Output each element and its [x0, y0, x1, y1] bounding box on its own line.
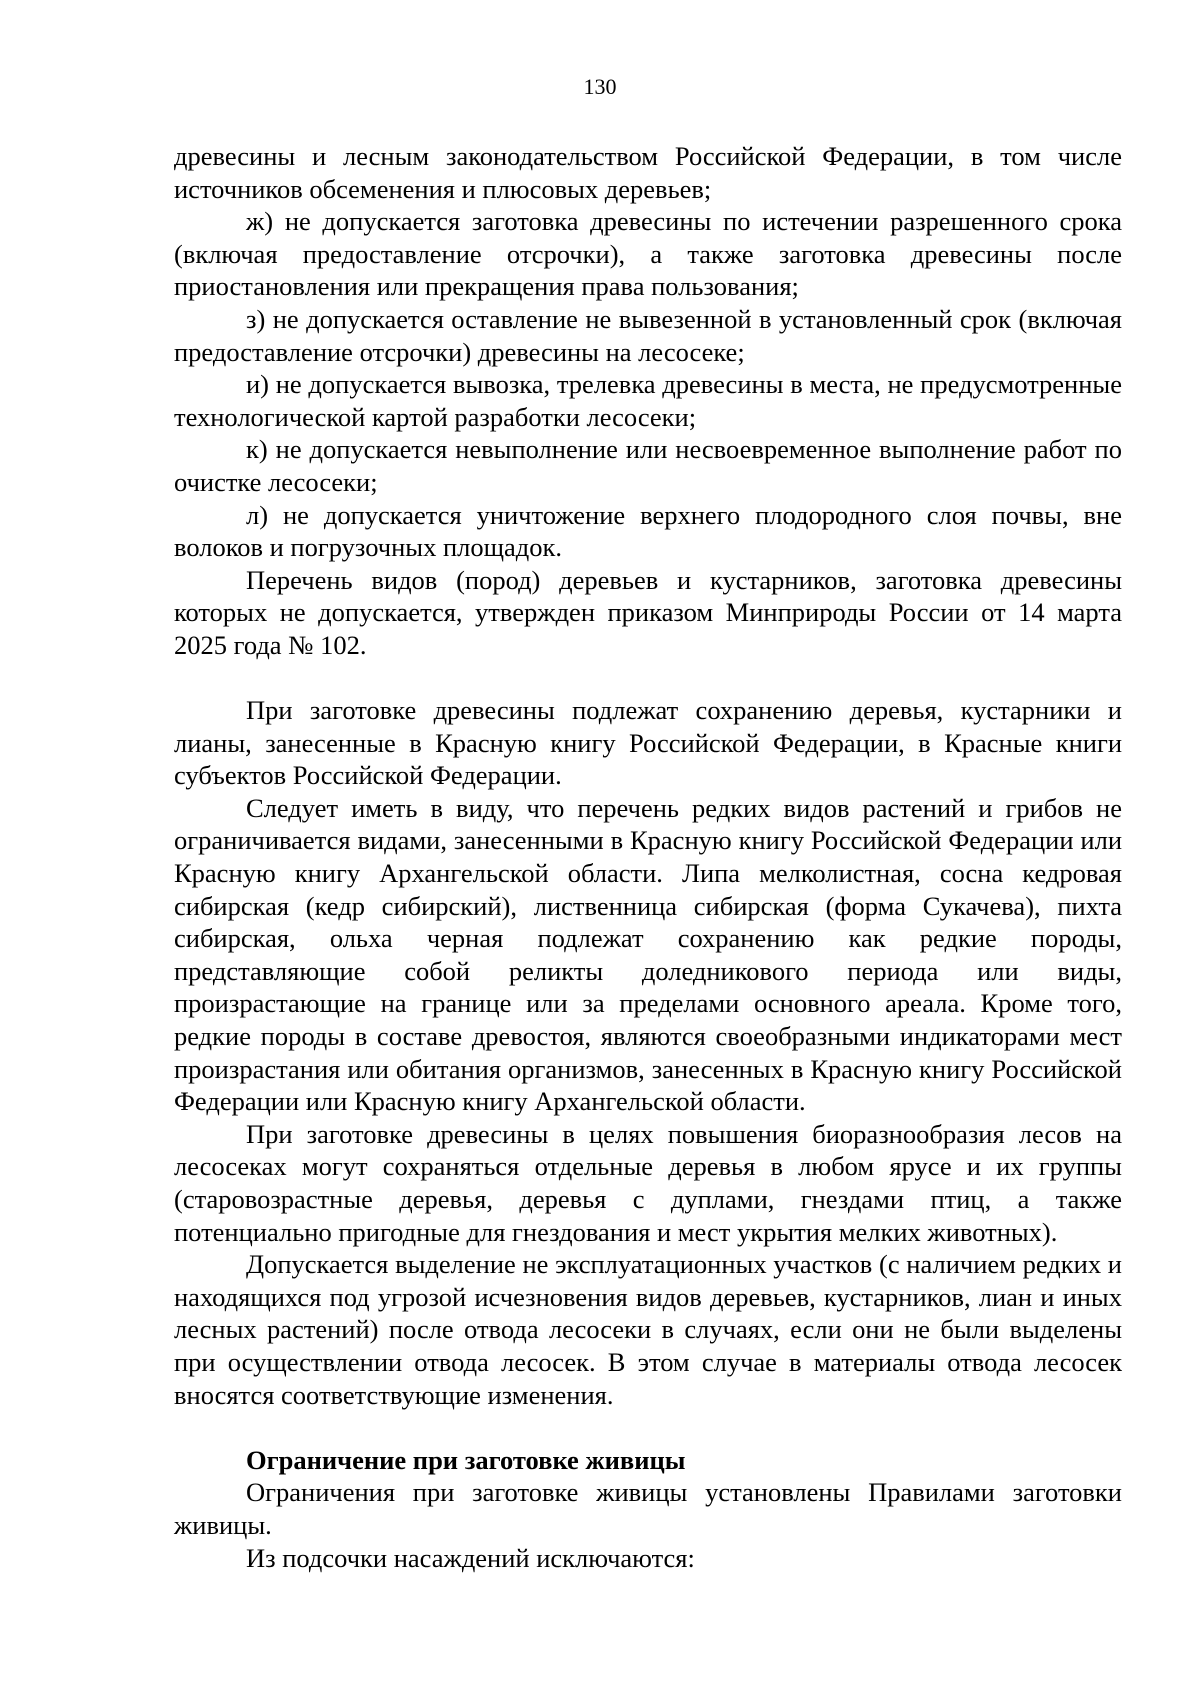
paragraph-gap	[174, 1411, 1122, 1444]
list-item-k: к) не допускается невыполнение или несвоевременное выполнение работ по очистке лесосеки;	[174, 434, 1122, 497]
list-item-i: и) не допускается вывозка, трелевка древесины в места, не предусмотренные технологической картой разработки лесосеки;	[174, 369, 1122, 432]
paragraph-species-list: Перечень видов (пород) деревьев и кустарников, заготовка древесины которых не допускается, утвержден приказом Минприроды России от 14 марта 2025 года № 102.	[174, 564, 1122, 660]
list-item-zh: ж) не допускается заготовка древесины по истечении разрешенного срока (включая предоставление отсрочки), а также заготовка древесины после приостановления или прекращения права пользования;	[174, 206, 1122, 302]
list-item-l: л) не допускается уничтожение верхнего плодородного слоя почвы, вне волоков и погрузочных площадок.	[174, 499, 1122, 563]
page-number: 130	[583, 74, 617, 99]
list-item-z: з) не допускается оставление не вывезенной в установленный срок (включая предоставление отсрочки) древесины на лесосеке;	[174, 303, 1122, 367]
paragraph-resin-rules: Ограничения при заготовке живицы установлены Правилами заготовки живицы.	[174, 1477, 1122, 1540]
paragraph-biodiversity: При заготовке древесины в целях повышения биоразнообразия лесов на лесосеках могут сохраняться отдельные деревья в любом ярусе и их группы (старовозрастные деревья, деревья с дуплами, гнездами птиц, а также потенциально пригодные для гнездования и мест укрытия мелких животных).	[174, 1118, 1122, 1247]
document-body	[174, 140, 1122, 1574]
paragraph-rare-species: Следует иметь в виду, что перечень редких видов растений и грибов не ограничивается видами, занесенными в Красную книгу Российской Федерации или Красную книгу Архангельской области. Липа мелколистная, сосна кедровая сибирская (кедр сибирский), лиственница сибирская (форма Сукачева), пихта сибирская, ольха черная подлежат сохранению как редкие породы, представляющие собой реликты доледникового периода или виды, произрастающие на границе или за пределами основного ареала. Кроме того, редкие породы в составе древостоя, являются своеобразными индикаторами мест произрастания или обитания организмов, занесенных в Красную книгу Российской Федерации или Красную книгу Архангельской области.	[174, 792, 1122, 1117]
paragraph-gap	[174, 662, 1122, 695]
paragraph-continuation: древесины и лесным законодательством Российской Федерации, в том числе источников обсеменения и плюсовых деревьев;	[174, 141, 1122, 204]
paragraph-non-exploitable: Допускается выделение не эксплуатационных участков (с наличием редких и находящихся под угрозой исчезновения видов деревьев, кустарников, лиан и иных лесных растений) после отвода лесосеки в случаях, если они не были выделены при осуществлении отвода лесосек. В этом случае в материалы отвода лесосек вносятся соответствующие изменения.	[174, 1249, 1122, 1410]
section-heading: Ограничение при заготовке живицы	[246, 1444, 686, 1475]
paragraph-red-book: При заготовке древесины подлежат сохранению деревья, кустарники и лианы, занесенные в Красную книгу Российской Федерации, в Красные книги субъектов Российской Федерации.	[174, 695, 1122, 791]
paragraph-tapping-exclusions: Из подсочки насаждений исключаются:	[246, 1542, 695, 1573]
